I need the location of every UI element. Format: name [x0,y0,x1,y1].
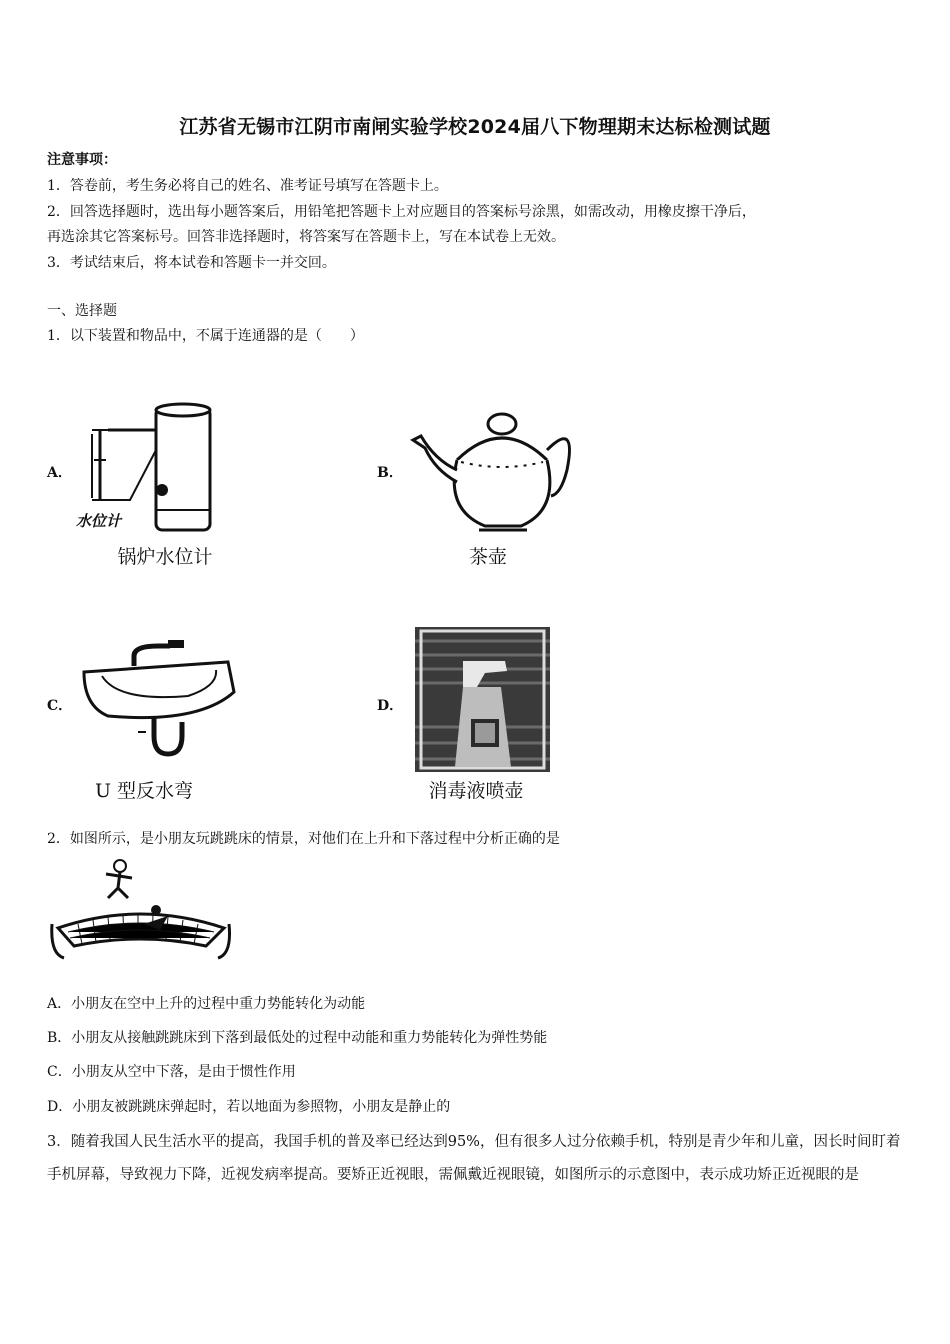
notes-item-1: 1．答卷前，考生务必将自己的姓名、准考证号填写在答题卡上。 [47,178,448,194]
q1-option-b-caption: 茶壶 [468,546,507,568]
q1-option-a-image-label: 水位计 [76,512,122,530]
q2-option-a: A．小朋友在空中上升的过程中重力势能转化为动能 [47,996,366,1012]
notes-heading: 注意事项： [47,152,117,168]
teapot-icon [405,400,580,540]
notes-item-2: 2．回答选择题时，选出每小题答案后，用铅笔把答题卡上对应题目的答案标号涂黑，如需改动，用橡皮擦干净后， [47,204,756,220]
q2-option-b: B．小朋友从接触跳跳床到下落到最低处的过程中动能和重力势能转化为弹性势能 [47,1030,548,1046]
q1-option-a-caption: 锅炉水位计 [117,546,213,568]
trampoline-children-icon [48,858,233,966]
q1-option-a-letter: A． [47,465,72,481]
q1-stem: 1．以下装置和物品中，不属于连通器的是（ ） [47,328,364,344]
spray-bottle-icon [415,627,550,772]
q1-option-d-caption: 消毒液喷壶 [428,780,524,802]
q1-option-b-letter: B． [377,465,403,481]
notes-item-2-cont: 再选涂其它答案标号。回答非选择题时，将答案写在答题卡上，写在本试卷上无效。 [47,229,565,245]
q2-stem: 2．如图所示，是小朋友玩跳跳床的情景，对他们在上升和下落过程中分析正确的是 [47,831,560,847]
sink-u-trap-icon [78,632,238,772]
q2-option-d: D．小朋友被跳跳床弹起时，若以地面为参照物，小朋友是静止的 [47,1099,451,1115]
q3-stem: 3．随着我国人民生活水平的提高，我国手机的普及率已经达到95%，但有很多人过分依赖手机，特别是青少年和儿童，因长时间盯着手机屏幕，导致视力下降，近视发病率提高。要矫正近视眼，需佩戴近视眼镜，如图所示的示意图中，表示成功矫正近视眼的是 [47,1134,901,1183]
q1-option-c-letter: C． [47,698,73,714]
section-heading: 一、选择题 [47,303,117,319]
q1-option-c-caption: U 型反水弯 [94,780,194,802]
notes-item-3: 3．考试结束后，将本试卷和答题卡一并交回。 [47,255,336,271]
q1-option-d-letter: D． [377,698,404,714]
page-title: 江苏省无锡市江阴市南闸实验学校2024届八下物理期末达标检测试题 [179,116,771,138]
q2-option-c: C．小朋友从空中下落，是由于惯性作用 [47,1064,296,1080]
